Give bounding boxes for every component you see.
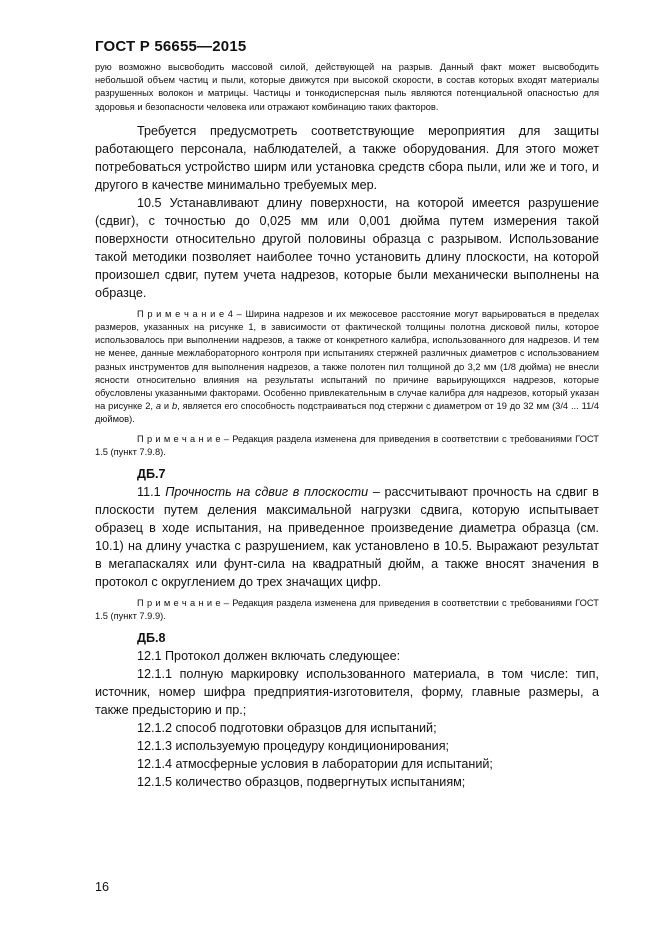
paragraph-11-1 (95, 483, 599, 591)
list-item-12-1-4: 12.1.4 атмосферные условия в лаборатории для испытаний; (137, 757, 493, 772)
note-label: П р и м е ч а н и е (137, 433, 221, 444)
list-item-12-1-5: 12.1.5 количество образцов, подвергнутых испытаниям; (137, 775, 466, 790)
safety-paragraph: Требуется предусмотреть соответствующие мероприятия для защиты работающего персонала, наблюдателей, а также оборудования. Для этого может потребоваться устройство ширм или установка средств сбора пыли, или же и того, и другого в качестве минимально требуемых мер. (95, 123, 599, 192)
list-item-12-1-1: 12.1.1 полную маркировку использованного материала, в том числе: тип, источник, номер шифра предприятия-изготовителя, форму, главные размеры, а также предысторию и пр.; (95, 667, 599, 718)
page-content (95, 61, 599, 791)
list-item-12-1-3: 12.1.3 используемую процедуру кондиционирования; (137, 739, 450, 754)
clause-number: 11.1 (137, 485, 166, 500)
continuation-paragraph: рую возможно высвободить массовой силой, действующей на разрыв. Данный факт может высвободить небольшой объем частиц и пыли, которые движутся при высокой скорости, в состав которых входят материалы разрушенных волокон и матрицы. Частицы и тонкодисперсная пыль являются потенциальной опасностью для здоровья и безопасности человека или отражают комбинацию таких факторов. (95, 62, 599, 112)
page-number: 16 (95, 880, 110, 894)
list-item-12-1-2: 12.1.2 способ подготовки образцов для испытаний; (137, 721, 437, 736)
paragraph-10-5: 10.5 Устанавливают длину поверхности, на которой имеется разрушение (сдвиг), с точностью до 0,025 мм или 0,001 дюйма путем измерения такой поверхности относительно другой половины образца с разрывом. Использование такой методики позволяет наиболее точно установить длину плоскости, на которой произошел сдвиг, путем учета надрезов, которые были механически выполнены на образце. (95, 195, 599, 300)
note-label: П р и м е ч а н и е (137, 598, 221, 609)
term-shear-strength: Прочность на сдвиг в плоскости (165, 485, 369, 500)
note-4-and: и (161, 401, 172, 412)
note-4-fig-b: b (171, 401, 178, 412)
clause-text: – рассчитывают прочность на сдвиг в плоскости путем деления максимальной нагрузки сдвига, которую испытывает образец в ходе испытания, на приведенное произведение диаметра образца (см. 10.1) на длину участка с разрушением, как установлено в 10.5. Выражают результат в мегапаскалях или фунт-сила на квадратный дюйм, а также вносят значения в протокол с округлением до трех значащих цифр. (95, 485, 599, 590)
note-4 (95, 308, 599, 427)
page-header-title: ГОСТ Р 56655—2015 (95, 38, 247, 55)
section-heading-db8: ДБ.8 (137, 631, 166, 646)
note-edit-7-9-9 (95, 597, 599, 623)
note-4-fig-a: a (155, 401, 161, 412)
note-edit-7-9-8 (95, 433, 599, 459)
note-4-text-end: , является его способность подстраиваться под стержни с диаметром от 19 до 32 мм (3/4 ... 11/4 дюймов). (95, 401, 600, 425)
note-4-text: – Ширина надрезов и их межосевое расстояние могут варьироваться в пределах размеров, указанных на рисунке 1, в зависимости от фактической толщины полотна дисковой пилы, которое использовалось при выполнении надрезов, а также от конкретного калибра, использованного для надрезов. И тем не менее, данные межлабораторного контроля при испытаниях стержней различных диаметров с использованием разных инструментов для выполнения надрезов, а также полотен пил толщиной до 3,2 мм (1/8 дюйма) не внесли ясности относительно влияния на результаты испытаний по причине варьирующихся надрезов, которые обусловлены указанными факторами. Особенно привлекательным в случае калибра для надрезов, который указан на рисунке 2, (95, 308, 600, 412)
note-text: – Редакция раздела изменена для приведения в соответствии с требованиями ГОСТ 1.5 (пункт 7.9.8). (95, 433, 599, 457)
note-text: – Редакция раздела изменена для приведения в соответствии с требованиями ГОСТ 1.5 (пункт 7.9.9). (95, 598, 599, 622)
section-heading-db7: ДБ.7 (137, 467, 166, 482)
list-item-12-1: 12.1 Протокол должен включать следующее: (137, 649, 401, 664)
note-4-label: П р и м е ч а н и е 4 (137, 308, 233, 319)
